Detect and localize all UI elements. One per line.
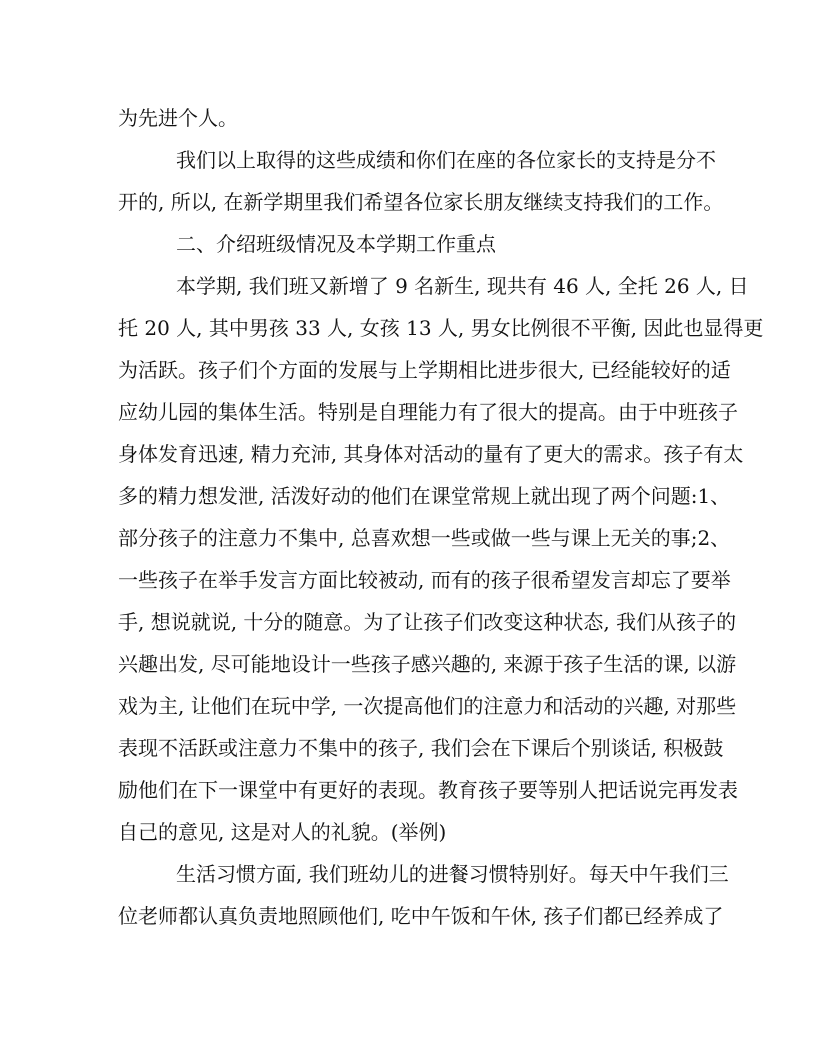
text-line: 表现不活跃或注意力不集中的孩子, 我们会在下课后个别谈话, 积极鼓: [118, 736, 724, 760]
text-line: 本学期, 我们班又新增了 9 名新生, 现共有 46 人, 全托 26 人, 日: [176, 274, 749, 298]
text-line: 部分孩子的注意力不集中, 总喜欢想一些或做一些与课上无关的事;2、: [118, 526, 731, 550]
text-line: 我们以上取得的这些成绩和你们在座的各位家长的支持是分不: [176, 148, 716, 172]
text-line: 位老师都认真负责地照顾他们, 吃中午饭和午休, 孩子们都已经养成了: [118, 904, 724, 928]
text-line: 身体发育迅速, 精力充沛, 其身体对活动的量有了更大的需求。孩子有太: [118, 442, 744, 466]
section-heading: 二、介绍班级情况及本学期工作重点: [176, 232, 496, 256]
text-line: 应幼儿园的集体生活。特别是自理能力有了很大的提高。由于中班孩子: [118, 400, 738, 424]
text-line: 为先进个人。: [118, 106, 238, 130]
text-line: 托 20 人, 其中男孩 33 人, 女孩 13 人, 男女比例很不平衡, 因此也显得更: [118, 316, 764, 340]
text-line: 兴趣出发, 尽可能地设计一些孩子感兴趣的, 来源于孩子生活的课, 以游: [118, 652, 737, 676]
text-line: 为活跃。孩子们个方面的发展与上学期相比进步很大, 已经能较好的适: [118, 358, 731, 382]
text-line: 自己的意见, 这是对人的礼貌。(举例): [118, 820, 447, 844]
text-line: 手, 想说就说, 十分的随意。为了让孩子们改变这种状态, 我们从孩子的: [118, 610, 737, 634]
text-line: 多的精力想发泄, 活泼好动的他们在课堂常规上就出现了两个问题:1、: [118, 484, 731, 508]
text-line: 生活习惯方面, 我们班幼儿的进餐习惯特别好。每天中午我们三: [176, 862, 729, 886]
text-line: 戏为主, 让他们在玩中学, 一次提高他们的注意力和活动的兴趣, 对那些: [118, 694, 737, 718]
text-line: 励他们在下一课堂中有更好的表现。教育孩子要等别人把话说完再发表: [118, 778, 738, 802]
text-line: 一些孩子在举手发言方面比较被动, 而有的孩子很希望发言却忘了要举: [118, 568, 731, 592]
text-line: 开的, 所以, 在新学期里我们希望各位家长朋友继续支持我们的工作。: [118, 190, 724, 214]
